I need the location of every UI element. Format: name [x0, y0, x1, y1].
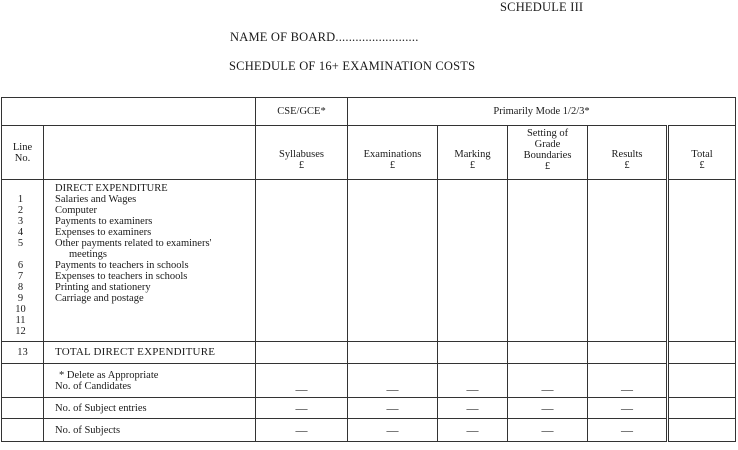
grade-boundaries-label-line-2: Grade	[534, 139, 561, 150]
candidates-row	[2, 364, 736, 398]
grade-boundaries-header	[508, 126, 588, 180]
dash-mark: —	[438, 419, 508, 442]
line-item-continuation: meetings	[69, 249, 107, 260]
line-item	[46, 315, 253, 326]
dash-mark: —	[348, 398, 438, 419]
schedule-label: SCHEDULE III	[500, 0, 584, 14]
board-name-line: NAME OF BOARD.........................	[230, 30, 419, 44]
grade-boundaries-label-line-3: Boundaries	[523, 150, 572, 161]
dash-mark: —	[438, 398, 508, 419]
no-of-candidates-label: No. of Candidates	[55, 380, 132, 392]
line-number: 10	[15, 304, 26, 315]
line-item: Salaries and Wages	[55, 194, 137, 205]
primarily-mode-header: Primarily Mode 1/2/3*	[348, 98, 736, 126]
examinations-cell	[348, 342, 438, 364]
dash-mark: —	[438, 364, 508, 398]
no-of-subjects-label: No. of Subjects	[44, 419, 256, 442]
line-number: 2	[17, 205, 24, 216]
line-item: Carriage and postage	[55, 293, 144, 304]
total-cell	[668, 342, 736, 364]
line-number: 4	[17, 227, 24, 238]
direct-expenditure-row	[2, 180, 736, 342]
dash-mark: —	[588, 398, 668, 419]
line-number: 11	[15, 315, 26, 326]
dash-mark: —	[348, 419, 438, 442]
total-line-number: 13	[2, 342, 44, 364]
line-number: 1	[17, 194, 24, 205]
line-item: Expenses to teachers in schools	[55, 271, 188, 282]
line-no-header-line-1: Line	[12, 141, 33, 153]
marking-label: Marking	[454, 148, 491, 160]
results-cell	[588, 342, 668, 364]
subjects-row	[2, 419, 736, 442]
description-header	[44, 126, 256, 180]
delete-as-appropriate-note: * Delete as Appropriate	[59, 369, 159, 381]
results-unit: £	[624, 159, 630, 171]
direct-expenditure-heading: DIRECT EXPENDITURE	[55, 183, 168, 194]
blank-line-cell	[2, 364, 44, 398]
line-item: Printing and stationery	[55, 282, 151, 293]
total-cell	[668, 419, 736, 442]
blank-header-cell	[2, 98, 256, 126]
examinations-label: Examinations	[363, 148, 422, 160]
dash-mark: —	[588, 364, 668, 398]
expenditure-items-column	[44, 180, 256, 342]
dash-mark: —	[508, 398, 588, 419]
blank-line-cell	[2, 419, 44, 442]
line-number: 6	[17, 260, 24, 271]
dash-mark: —	[256, 419, 348, 442]
line-number: 7	[17, 271, 24, 282]
syllabuses-label: Syllabuses	[279, 148, 324, 160]
line-number	[4, 249, 41, 260]
line-number: 5	[17, 238, 24, 249]
examination-costs-table	[1, 97, 736, 442]
line-item: Other payments related to examiners'	[55, 238, 212, 249]
grade-boundaries-unit: £	[544, 161, 551, 172]
cse-gce-header: CSE/GCE*	[256, 98, 348, 126]
marking-cell	[438, 342, 508, 364]
schedule-title: SCHEDULE OF 16+ EXAMINATION COSTS	[229, 59, 476, 73]
total-label: Total	[691, 148, 713, 160]
grade-boundaries-label-line-1: Setting of	[526, 128, 569, 139]
marking-unit: £	[469, 159, 476, 171]
line-number: 3	[17, 216, 24, 227]
examinations-cell	[348, 180, 438, 342]
results-header	[588, 126, 668, 180]
line-item: Payments to examiners	[55, 216, 153, 227]
line-number-column	[2, 180, 44, 342]
examinations-unit: £	[389, 159, 396, 171]
line-item: Payments to teachers in schools	[55, 260, 189, 271]
total-cell	[668, 364, 736, 398]
dash-mark: —	[348, 364, 438, 398]
line-number: 9	[17, 293, 24, 304]
dash-mark: —	[256, 398, 348, 419]
dash-mark: —	[508, 364, 588, 398]
total-direct-expenditure-row	[2, 342, 736, 364]
subject-entries-row	[2, 398, 736, 419]
grade-boundaries-cell	[508, 342, 588, 364]
line-no-header-line-2: No.	[14, 152, 31, 164]
line-item: Computer	[55, 205, 97, 216]
total-cell	[668, 180, 736, 342]
line-number	[4, 183, 41, 194]
no-of-subject-entries-label: No. of Subject entries	[44, 398, 256, 419]
examinations-header	[348, 126, 438, 180]
syllabuses-unit: £	[298, 159, 305, 171]
line-item	[46, 304, 253, 315]
blank-line-cell	[2, 398, 44, 419]
line-item	[46, 326, 253, 337]
group-header-row	[2, 98, 736, 126]
total-cell	[668, 398, 736, 419]
syllabuses-cell	[256, 342, 348, 364]
line-number: 8	[17, 282, 24, 293]
line-item: Expenses to examiners	[55, 227, 152, 238]
dash-mark: —	[508, 419, 588, 442]
candidates-label	[44, 364, 256, 398]
total-direct-expenditure-label: TOTAL DIRECT EXPENDITURE	[44, 342, 256, 364]
line-number: 12	[15, 326, 26, 337]
grade-boundaries-cell	[508, 180, 588, 342]
marking-header	[438, 126, 508, 180]
dash-mark: —	[256, 364, 348, 398]
column-header-row	[2, 126, 736, 180]
line-no-header	[2, 126, 44, 180]
results-label: Results	[611, 148, 643, 160]
dash-mark: —	[588, 419, 668, 442]
total-unit: £	[699, 159, 705, 171]
marking-cell	[438, 180, 508, 342]
results-cell	[588, 180, 668, 342]
syllabuses-cell	[256, 180, 348, 342]
total-header	[668, 126, 736, 180]
syllabuses-header	[256, 126, 348, 180]
